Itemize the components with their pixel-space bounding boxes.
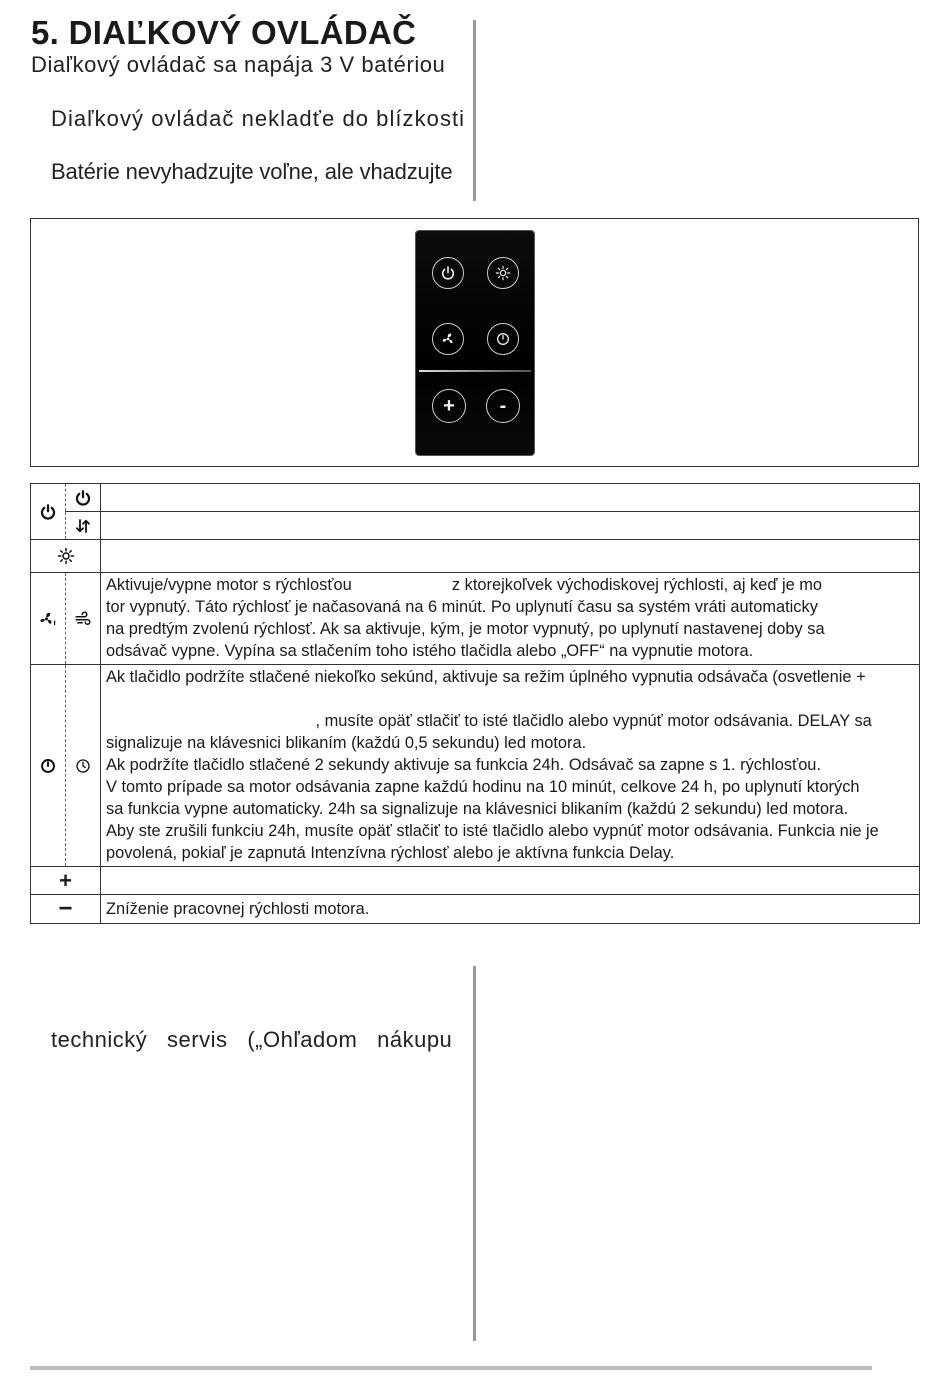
table-text-line: odsávač vypne. Vypína sa stlačením toho istého tlačidla alebo „OFF“ na vypnutie motora. xyxy=(106,642,754,660)
timer-icon xyxy=(495,331,511,347)
bottom-text-line: technický servis („Ohľadom nákupu xyxy=(51,1027,453,1052)
table-icon-cell xyxy=(31,540,101,573)
table-text-cell xyxy=(101,573,920,665)
power-icon xyxy=(39,503,57,521)
table-icon-cell xyxy=(31,573,66,665)
remote-control-image xyxy=(416,231,534,455)
wind-icon xyxy=(74,610,92,628)
plus-icon: + xyxy=(31,867,101,895)
intro-line-battery: Diaľkový ovládač sa napája 3 V batériou xyxy=(31,52,446,77)
remote-power-button xyxy=(432,257,464,289)
fan-icon xyxy=(440,331,456,347)
table-text-cell xyxy=(101,867,920,895)
table-text-cell xyxy=(101,665,920,867)
table-icon-cell xyxy=(66,484,101,512)
section-title: 5. DIAĽKOVÝ OVLÁDAČ xyxy=(31,14,417,51)
plus-icon: + xyxy=(443,394,455,417)
column-divider-bottom xyxy=(473,966,476,1341)
function-table xyxy=(30,483,920,924)
table-text-line: , musíte opäť stlačiť to isté tlačidlo alebo vypnúť motor odsávania. DELAY sa xyxy=(106,712,872,730)
table-text-line: Ak tlačidlo podržíte stlačené niekoľko sekúnd, aktivuje sa režim úplného vypnutia odsávača (osvetlenie + xyxy=(106,668,866,686)
minus-icon: − xyxy=(31,895,101,924)
table-text-line: Ak podržíte tlačidlo stlačené 2 sekundy aktivuje sa funkcia 24h. Odsávač sa zapne s 1. rýchlosťou. xyxy=(106,756,821,774)
table-row xyxy=(31,540,920,573)
intro-line-disposal: Batérie nevyhadzujte voľne, ale vhadzujte xyxy=(51,159,453,184)
sort-arrows-icon xyxy=(74,517,92,535)
table-text-line: na predtým zvolenú rýchlosť. Ak sa aktivuje, kým, je motor vypnutý, po uplynutí nastavenej doby sa xyxy=(106,620,825,638)
remote-divider xyxy=(419,370,531,372)
table-text-line: V tomto prípade sa motor odsávania zapne každú hodinu na 10 minút, celkove 24 h, po uplynutí ktorých xyxy=(106,778,860,796)
light-icon xyxy=(57,547,75,565)
table-text-line: povolená, pokiaľ je zapnutá Intenzívna rýchlosť alebo je aktívna funkcia Delay. xyxy=(106,844,675,862)
column-divider-top xyxy=(473,20,476,201)
table-text-line xyxy=(106,688,914,710)
table-text-line: Aktivuje/vypne motor s rýchlosťou z ktorejkoľvek východiskovej rýchlosti, aj keď je mo xyxy=(106,576,823,594)
table-row xyxy=(31,484,920,512)
power-icon xyxy=(74,489,92,507)
table-icon-cell xyxy=(66,512,101,540)
remote-timer-button xyxy=(487,323,519,355)
table-icon-cell xyxy=(66,665,101,867)
remote-plus-button xyxy=(432,389,466,423)
table-row xyxy=(31,867,920,895)
table-row xyxy=(31,895,920,924)
table-text-line: tor vypnutý. Táto rýchlosť je načasovaná na 6 minút. Po uplynutí času sa systém vráti automaticky xyxy=(106,598,818,616)
clock-icon xyxy=(74,757,92,775)
table-icon-cell xyxy=(31,665,66,867)
intro-line-placement: Diaľkový ovládač nekladťe do blízkosti xyxy=(51,106,466,131)
table-icon-cell xyxy=(31,484,66,540)
table-text-line: sa funkcia vypne automaticky. 24h sa signalizuje na klávesnici blikaním (každú 2 sekundu) led motora. xyxy=(106,800,849,818)
footer-rule xyxy=(30,1366,872,1370)
table-icon-cell xyxy=(66,573,101,665)
table-text-cell xyxy=(101,484,920,512)
remote-fan-button xyxy=(432,323,464,355)
table-row xyxy=(31,573,920,665)
remote-minus-button xyxy=(486,389,520,423)
table-text-line: signalizuje na klávesnici blikaním (každú 0,5 sekundu) led motora. xyxy=(106,734,587,752)
light-icon xyxy=(495,265,511,281)
fan-speed-icon xyxy=(39,610,57,628)
table-row xyxy=(31,665,920,867)
minus-icon: - xyxy=(499,394,507,417)
table-text-cell xyxy=(101,540,920,573)
power-icon xyxy=(440,265,456,281)
table-text-cell: Zníženie pracovnej rýchlosti motora. xyxy=(101,895,920,924)
table-row xyxy=(31,512,920,540)
table-text-cell xyxy=(101,512,920,540)
timer-icon xyxy=(39,757,57,775)
remote-light-button xyxy=(487,257,519,289)
table-text-line: Aby ste zrušili funkciu 24h, musíte opäť stlačiť to isté tlačidlo alebo vypnúť motor odsávania. Funkcia nie je xyxy=(106,822,879,840)
